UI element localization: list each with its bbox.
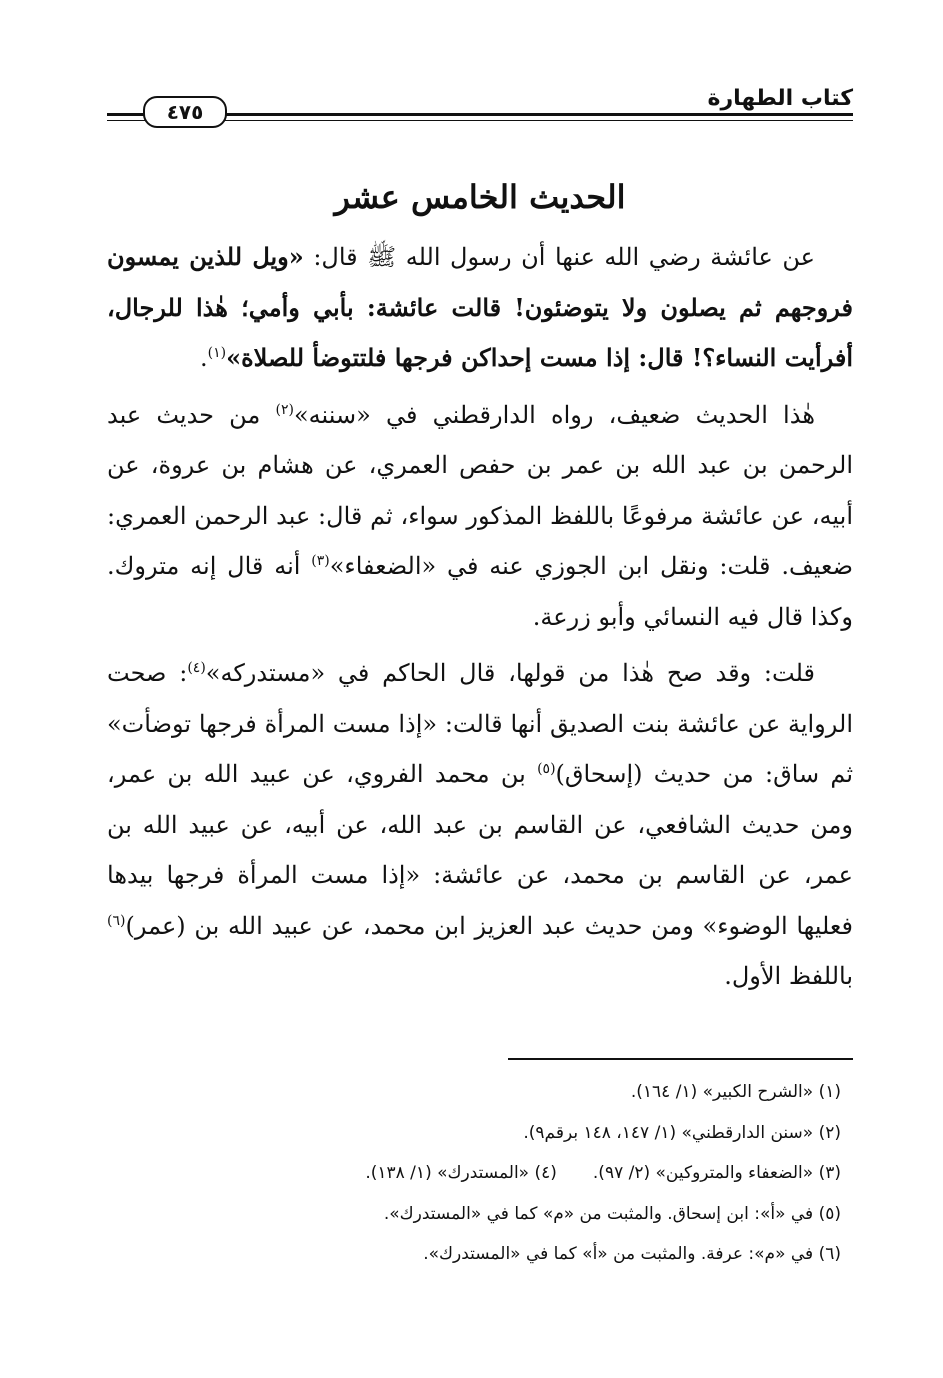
- running-title: كتاب الطهارة: [707, 86, 853, 111]
- footnote-4: (٤) «المستدرك» (١/ ١٣٨).: [365, 1163, 557, 1183]
- chapter-title: الحديث الخامس عشر: [334, 178, 626, 216]
- paragraph-2-text-a: هٰذا الحديث ضعيف، رواه الدارقطني في «سننه»: [293, 400, 815, 429]
- paragraph-2-text-b: من حديث عبد الرحمن بن عبد الله بن عمر بن حفص العمري، عن هشام بن عروة، عن أبيه، عن عائشة مرفوعًا باللفظ المذكور سواء، ثم قال: عبد الرحمن العمري: ضعيف. قلت: ونقل ابن الجوزي عنه في «الضعفاء»: [107, 400, 853, 580]
- main-text: [107, 168, 853, 1008]
- paragraph-1-text: عن عائشة رضي الله عنها أن رسول الله ﷺ قال:: [303, 243, 816, 271]
- footnote-ref-6[interactable]: (٦): [107, 912, 126, 929]
- footnote-ref-4[interactable]: (٤): [187, 660, 206, 676]
- paragraph-1-tail: .: [199, 344, 208, 372]
- footnote-5: (٥) في «أ»: ابن إسحاق. والمثبت من «م» كما في «المستدرك».: [383, 1203, 841, 1224]
- paragraph-1: [107, 232, 853, 384]
- paragraph-3-text-c: بن محمد الفروي، عن عبيد الله بن عمر، ومن حديث الشافعي، عن القاسم بن عبد الله، عن أبيه، عن عبيد الله بن عمر، عن القاسم بن محمد، عن عائشة: «إذا مست المرأة فرجها بيدها فعليها الوضوء» ومن حديث عبد العزيز ابن محمد، عن عبيد الله بن (عمر): [107, 760, 854, 940]
- footnote-ref-3[interactable]: (٣): [311, 553, 330, 569]
- footnote-ref-5[interactable]: (٥): [537, 761, 556, 777]
- footnote-separator: [508, 1058, 853, 1060]
- paragraph-3-text-a: قلت: وقد صح هٰذا من قولها، قال الحاكم في «مستدركه»: [205, 659, 815, 687]
- page-number: ٤٧٥: [143, 96, 227, 128]
- paragraph-3: [107, 648, 853, 1002]
- page-header: [107, 86, 853, 130]
- paragraph-2-text-c: أنه قال إنه متروك. وكذا قال فيه النسائي وأبو زرعة.: [107, 552, 853, 631]
- paragraph-3-text-d: باللفظ الأول.: [724, 962, 853, 990]
- paragraph-2: [107, 390, 853, 643]
- paragraph-3-text-b: : صحت الرواية عن عائشة بنت الصديق أنها قالت: «إذا مست المرأة فرجها توضأت» ثم ساق: من حديث (إسحاق): [107, 659, 854, 788]
- footnote-ref-1[interactable]: (١): [207, 345, 227, 361]
- footnote-ref-2[interactable]: (٢): [275, 401, 294, 418]
- footnote-row-3-4: [93, 1153, 853, 1194]
- footnotes: [93, 1072, 853, 1275]
- footnote-1: (١) «الشرح الكبير» (١/ ١٦٤).: [630, 1082, 841, 1102]
- footnote-3: (٣) «الضعفاء والمتروكين» (٢/ ٩٧).: [592, 1163, 841, 1183]
- hadith-quote: «ويل للذين يمسون فروجهم ثم يصلون ولا يتوضئون! قالت عائشة: بأبي وأمي؛ هٰذا للرجال، أفرأيت النساء؟! قال: إذا مست إحداكن فرجها فلتتوضأ للصلاة»: [107, 242, 853, 372]
- footnote-6: (٦) في «م»: عرفة. والمثبت من «أ» كما في «المستدرك».: [423, 1244, 841, 1264]
- footnote-2: (٢) «سنن الدارقطني» (١/ ١٤٧، ١٤٨ برقم٩).: [523, 1122, 841, 1143]
